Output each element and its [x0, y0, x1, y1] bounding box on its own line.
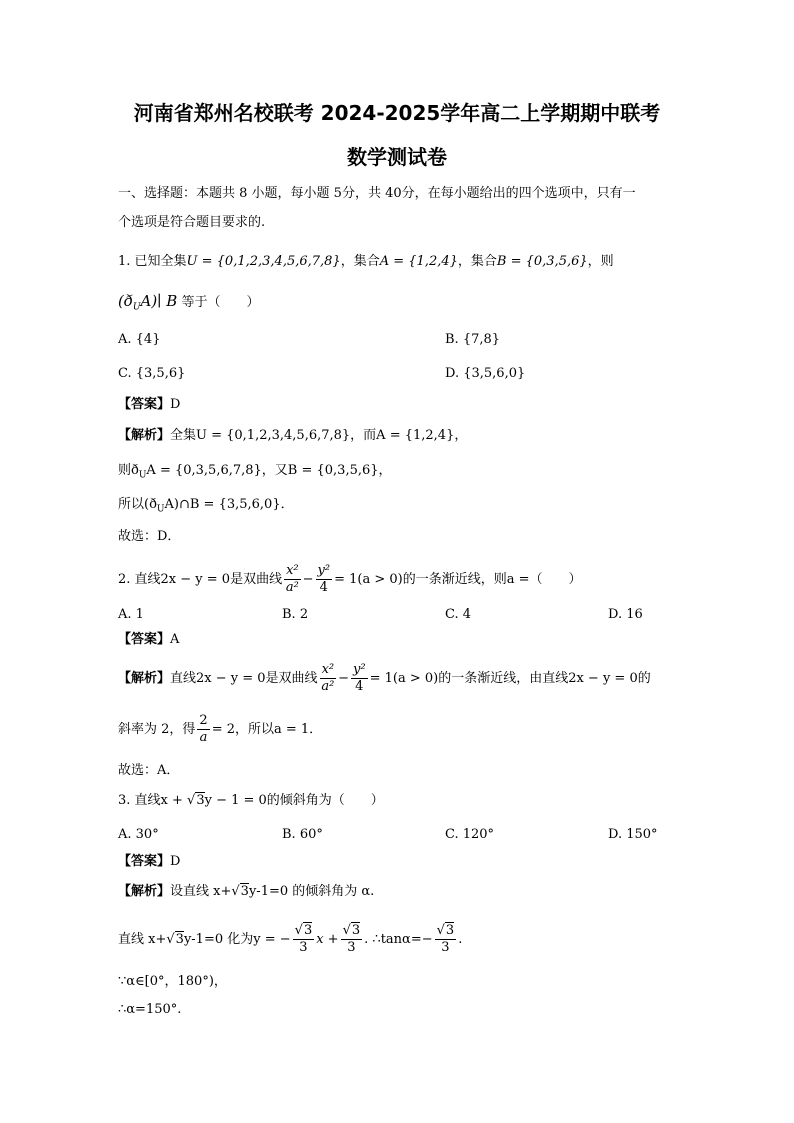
- q2-option-c: C. 4: [445, 607, 472, 622]
- q2-option-b: B. 2: [282, 607, 309, 622]
- document-title: 河南省郑州名校联考 2024-2025学年高二上学期期中联考: [133, 101, 661, 125]
- q3-option-d: D. 150°: [608, 827, 658, 842]
- q3-frac3-num: √3: [436, 923, 455, 938]
- q2-analysis-frac1-num: x²: [321, 662, 335, 677]
- q2-analysis-label: 【解析】: [118, 671, 171, 686]
- q3-frac2-num-value: 3: [351, 923, 361, 938]
- q3-analysis-2-d: . ∴tanα=−: [364, 932, 433, 947]
- q3-analysis-2-sqrt-sign: √: [166, 932, 175, 947]
- q3-option-a: A. 30°: [118, 827, 159, 842]
- q3-analysis-1-b: y-1=0 的倾斜角为 α.: [248, 884, 375, 899]
- q3-analysis-1: [118, 882, 374, 902]
- q2-answer-value: A: [170, 632, 180, 647]
- q3-analysis-2-e: .: [458, 932, 463, 947]
- q2-answer: [118, 630, 179, 650]
- q1-expression: [118, 291, 259, 318]
- q1-conclusion: 故选：D．: [118, 529, 181, 544]
- q1-expr-rest: A)∣ B: [140, 292, 178, 310]
- q2-analysis-2: [118, 710, 322, 750]
- q2-frac3-den: a: [199, 730, 208, 745]
- q2-analysis-fraction-x: [320, 662, 337, 695]
- q2-fraction-y: [316, 563, 333, 596]
- q3-analysis-1-a: 设直线 x+: [170, 884, 232, 899]
- q2-answer-label: 【答案】: [118, 632, 171, 647]
- section-intro-line-1: 一、选择题：本题共 8 小题，每小题 5分，共 40分，在每小题给出的四个选项中，只有一: [118, 186, 636, 201]
- q1-analysis-2-sub: U: [138, 470, 147, 481]
- q1-stem: [118, 252, 614, 272]
- q3-frac3-num-value: 3: [445, 923, 455, 938]
- q2-frac1-den: a²: [285, 580, 299, 595]
- q3-analysis-1-sqrt: 3: [240, 884, 249, 899]
- q2-stem: [118, 560, 582, 600]
- q2-analysis-1-prefix: 直线2x − y = 0是双曲线: [170, 671, 318, 686]
- q2-frac2-den: 4: [319, 580, 328, 595]
- q3-stem-suffix: y − 1 = 0的倾斜角为（ ）: [204, 793, 384, 808]
- q2-stem-suffix: = 1(a > 0)的一条渐近线，则a =（ ）: [334, 572, 582, 587]
- q2-frac2-num: y²: [317, 563, 331, 578]
- q2-conclusion: 故选：A．: [118, 763, 180, 778]
- q1-analysis-3-rest: A)∩B = {3,5,6,0}．: [164, 497, 294, 512]
- q1-option-a: A. {4}: [118, 332, 161, 347]
- q3-sqrt-value: 3: [196, 793, 205, 808]
- q3-analysis-1-sqrt-sign: √: [231, 884, 240, 899]
- q3-answer-label: 【答案】: [118, 854, 171, 869]
- q1-set-b: B = {0,3,5,6}: [496, 254, 588, 269]
- q3-frac1-num: √3: [294, 923, 313, 938]
- document-subtitle: 数学测试卷: [347, 145, 447, 169]
- section-intro-line-2: 个选项是符合题目要求的.: [118, 215, 266, 230]
- q2-analysis-1-suffix: = 1(a > 0)的一条渐近线，由直线2x − y = 0的: [369, 671, 651, 686]
- q3-analysis-2-sqrt: 3: [175, 932, 184, 947]
- q2-minus: −: [302, 572, 314, 587]
- q1-analysis-2-rest: A = {0,3,5,6,7,8}，又B = {0,3,5,6}，: [146, 463, 392, 478]
- q3-frac1-den: 3: [299, 940, 308, 955]
- q1-analysis-1: [118, 426, 467, 446]
- q3-analysis-2-b: y-1=0 化为y = −: [183, 932, 291, 947]
- q2-frac1-num: x²: [286, 563, 299, 578]
- q2-analysis-frac2-den: 4: [355, 679, 364, 694]
- q1-stem-prefix: 1. 已知全集: [118, 254, 187, 269]
- q1-mid2: ，集合: [457, 254, 497, 269]
- q3-answer: [118, 852, 180, 872]
- q1-analysis-label: 【解析】: [118, 428, 171, 443]
- q3-analysis-label: 【解析】: [118, 884, 171, 899]
- q1-mid1: ，集合: [340, 254, 380, 269]
- q3-fraction-1: [293, 923, 315, 956]
- q3-sqrt-sign: √: [187, 793, 196, 808]
- q1-analysis-1-text: 全集U = {0,1,2,3,4,5,6,7,8}，而A = {1,2,4}，: [170, 428, 468, 443]
- q1-end: ，则: [587, 254, 614, 269]
- q1-analysis-2-text: 则ð: [118, 463, 139, 478]
- q3-frac3-den: 3: [441, 940, 450, 955]
- q1-analysis-2: [118, 461, 392, 486]
- q2-analysis-minus: −: [338, 671, 350, 686]
- q3-option-c: C. 120°: [445, 827, 495, 842]
- q3-frac2-den: 3: [347, 940, 356, 955]
- q2-analysis-1: [118, 659, 651, 699]
- q1-option-c: C. {3,5,6}: [118, 366, 186, 381]
- q1-universal-set: U = {0,1,2,3,4,5,6,7,8}: [186, 254, 341, 269]
- q1-set-a: A = {1,2,4}: [379, 254, 458, 269]
- q1-option-b: B. {7,8}: [445, 332, 501, 347]
- q3-frac2-num: √3: [342, 923, 361, 938]
- q1-option-d: D. {3,5,6,0}: [445, 366, 526, 381]
- q3-analysis-3: ∵α∈[0°，180°)，: [118, 974, 227, 989]
- q1-answer: [118, 395, 180, 415]
- q2-option-a: A. 1: [118, 607, 144, 622]
- q3-analysis-2: [118, 920, 462, 960]
- q2-option-d: D. 16: [608, 607, 643, 622]
- q3-analysis-2-c: x +: [316, 932, 339, 947]
- q1-expr-sub: U: [132, 302, 141, 313]
- q2-analysis-frac2-num: y²: [353, 662, 366, 677]
- q1-answer-label: 【答案】: [118, 397, 171, 412]
- q3-stem: [118, 791, 384, 811]
- q1-expr-tail: 等于（ ）: [181, 295, 260, 310]
- q2-frac3-num: 2: [199, 713, 208, 728]
- q2-analysis-2-prefix: 斜率为 2，得: [118, 722, 196, 737]
- q3-frac1-num-value: 3: [303, 923, 313, 938]
- q2-analysis-fraction-2a: [197, 713, 209, 746]
- q2-analysis-2-suffix: = 2，所以a = 1．: [211, 722, 323, 737]
- q3-answer-value: D: [170, 854, 181, 869]
- q2-analysis-frac1-den: a²: [321, 679, 335, 694]
- q2-fraction-x: [284, 563, 301, 596]
- q3-option-b: B. 60°: [282, 827, 323, 842]
- q3-stem-prefix: 3. 直线x +: [118, 793, 188, 808]
- q1-analysis-3: [118, 495, 294, 520]
- q3-analysis-2-a: 直线 x+: [118, 932, 167, 947]
- q1-analysis-3-text: 所以(ð: [118, 497, 157, 512]
- q3-fraction-3: [435, 923, 457, 956]
- q1-answer-value: D: [170, 397, 181, 412]
- q1-expr: (ð: [118, 292, 133, 310]
- q3-analysis-4: ∴α=150°.: [118, 1002, 182, 1017]
- q2-analysis-fraction-y: [351, 662, 368, 695]
- q2-stem-prefix: 2. 直线2x − y = 0是双曲线: [118, 572, 283, 587]
- q1-analysis-3-sub: U: [156, 504, 165, 515]
- q3-fraction-2: [341, 923, 363, 956]
